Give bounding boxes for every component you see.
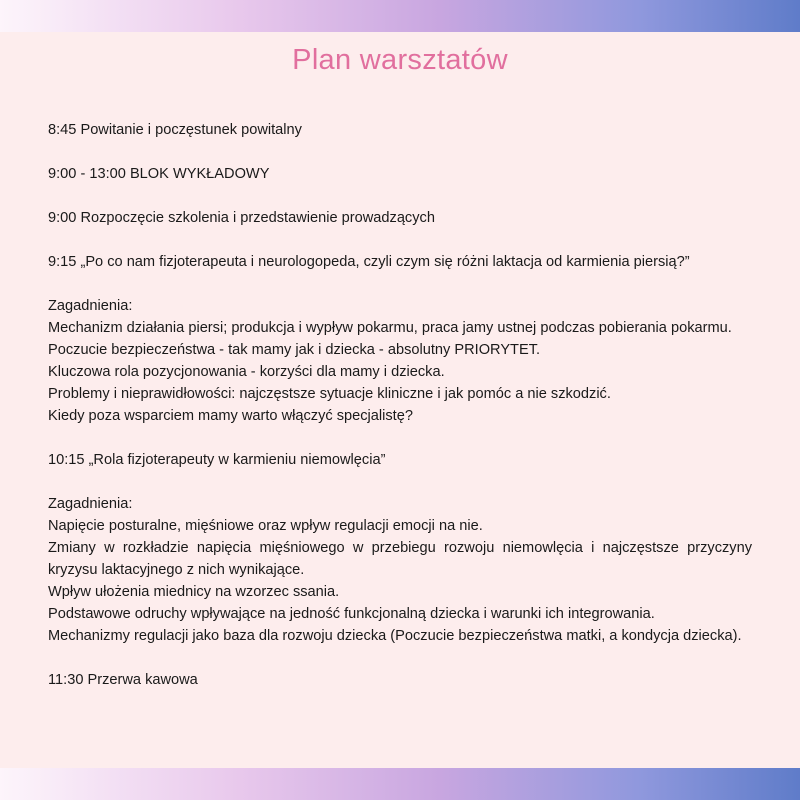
talk2-title: 10:15 „Rola fizjoterapeuty w karmieniu niemowlęcia” [48, 452, 386, 468]
talk2-topics-label: Zagadnienia: [48, 496, 133, 512]
bottom-gradient-band [0, 768, 800, 800]
talk2-topic: Zmiany w rozkładzie napięcia mięśniowego w przebiegu rozwoju niemowlęcia i najczęstsze przyczyny kryzysu laktacyjnego z nich wynikające. [48, 540, 752, 578]
agenda-welcome: 8:45 Powitanie i poczęstunek powitalny [48, 122, 302, 138]
talk1-title: 9:15 „Po co nam fizjoterapeuta i neurologopeda, czyli czym się różni laktacja od karmienia piersią?” [48, 254, 690, 270]
agenda-break: 11:30 Przerwa kawowa [48, 672, 198, 688]
page-title: Plan warsztatów [292, 44, 508, 76]
talk1-topic: Poczucie bezpieczeństwa - tak mamy jak i dziecka - absolutny PRIORYTET. [48, 342, 541, 358]
talk2-topic: Podstawowe odruchy wpływające na jedność funkcjonalną dziecka i warunki ich integrowania. [48, 606, 655, 622]
talk1-topic: Problemy i nieprawidłowości: najczęstsze sytuacje kliniczne i jak pomóc a nie szkodzić. [48, 386, 611, 402]
talk1-topic: Kiedy poza wsparciem mamy warto włączyć specjalistę? [48, 408, 413, 424]
talk1-topic: Mechanizm działania piersi; produkcja i wypływ pokarmu, praca jamy ustnej podczas pobierania pokarmu. [48, 320, 732, 336]
talk2-topic: Napięcie posturalne, mięśniowe oraz wpływ regulacji emocji na nie. [48, 518, 483, 534]
talk1-topics-label: Zagadnienia: [48, 298, 133, 314]
talk2-topic: Wpływ ułożenia miednicy na wzorzec ssania. [48, 584, 340, 600]
talk2-topic: Mechanizmy regulacji jako baza dla rozwoju dziecka (Poczucie bezpieczeństwa matki, a kondycja dziecka). [48, 628, 742, 644]
agenda-lecture-block: 9:00 - 13:00 BLOK WYKŁADOWY [48, 166, 270, 182]
talk1-topic: Kluczowa rola pozycjonowania - korzyści dla mamy i dziecka. [48, 364, 445, 380]
top-gradient-band [0, 0, 800, 32]
agenda-start: 9:00 Rozpoczęcie szkolenia i przedstawienie prowadzących [48, 210, 435, 226]
agenda [48, 119, 752, 691]
